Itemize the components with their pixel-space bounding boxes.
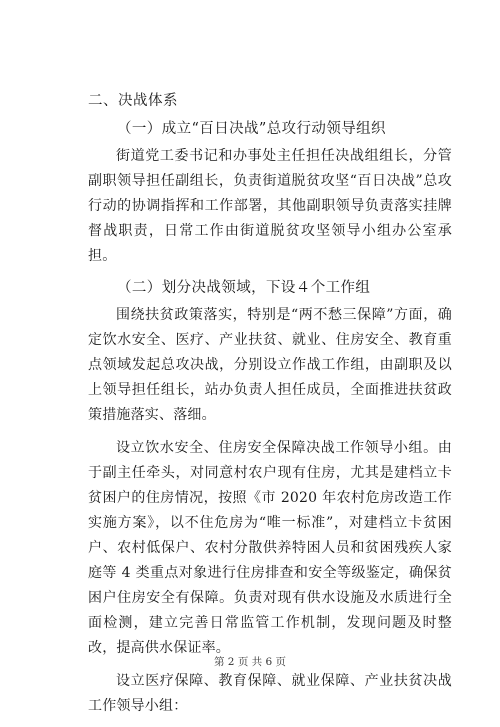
paragraph-3: 设立饮水安全、住房安全保障决战工作领导小组。由于副主任牵头，对同意村农户现有住房，尤其是建档立卡贫困户的住房情况，按照《市 2020 年农村危房改造工作实施方案》，以不住危房为“唯一标准”，对建档立卡贫困户、农村低保户、农村分散供养特困人员和贫困残疾人家庭等 4 类重点对象进行住房排查和安全等级鉴定，确保贫困户住房安全有保障。负责对现有供水设施及水质进行全面检测，建立完善日常监管工作机制，发现问题及时整改，提高供水保证率。: [88, 440, 452, 656]
subsection-1-heading: （一）成立“百日决战”总攻行动领导组织: [117, 121, 386, 137]
document-body: [88, 90, 452, 727]
subsection-2-heading: （二）划分决战领域，下设４个工作组: [117, 280, 371, 296]
paragraph-4: 设立医疗保障、教育保障、就业保障、产业扶贫决战工作领导小组：: [88, 673, 452, 714]
subsection-2-paragraph: 围绕扶贫政策落实，特别是“两不愁三保障”方面，确定饮水安全、医疗、产业扶贫、就业、住房安全、教育重点领域发起总攻决战，分别设立作战工作组，由副职及以上领导担任组长，站办负责人担任成员，全面推进扶贫政策措施落实、落细。: [88, 307, 452, 423]
subsection-1-paragraph: 街道党工委书记和办事处主任担任决战组组长，分管副职领导担任副组长，负责街道脱贫攻坚“百日决战”总攻行动的协调指挥和工作部署，其他副职领导负责落实挂牌督战职责，日常工作由街道脱贫攻坚领导小组办公室承担。: [88, 148, 452, 264]
section-heading: 二、决战体系: [88, 93, 178, 109]
page-footer: [0, 654, 500, 669]
page-number-label: 第 2 页 共 6 页: [213, 656, 287, 668]
